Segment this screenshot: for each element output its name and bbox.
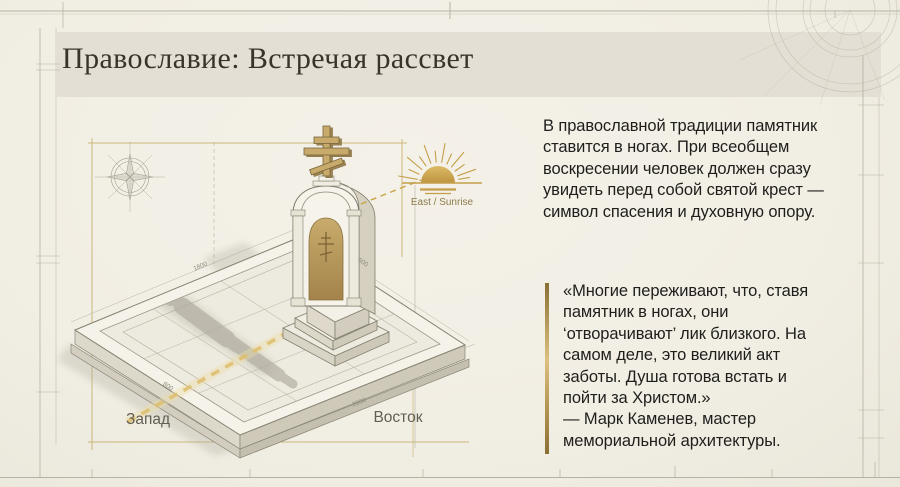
dim-left: 800: [161, 380, 175, 393]
grave-plot-illustration: [55, 92, 535, 484]
quote-attribution: — Марк Каменев, мастер: [563, 410, 756, 429]
sun-icon: [399, 144, 482, 208]
west-label: Запад: [125, 411, 171, 428]
quote-line: ‘отворачивают’ лик близкого. На: [563, 324, 806, 343]
page-title: Православие: Встречая рассвет: [62, 42, 474, 75]
orthodox-cross-icon: [304, 126, 352, 178]
text-line: ставится в ногах. При всеобщем: [543, 138, 790, 157]
quote-attribution: мемориальной архитектуры.: [563, 431, 781, 450]
sunrise-label: East / Sunrise: [410, 197, 474, 208]
quote-line: пойти за Христом.»: [563, 389, 711, 408]
east-label: Восток: [373, 409, 423, 426]
text-line: символ спасения и духовную опору.: [543, 202, 816, 221]
compass-rose-icon: [95, 142, 165, 212]
dim-bottom: 2000: [351, 396, 368, 409]
dim-right: 600: [356, 256, 370, 269]
quote-line: заботы. Душа готова встать и: [563, 367, 787, 386]
quote-line: «Многие переживают, что, ставя: [563, 282, 809, 300]
quote-line: памятник в ногах, они: [563, 303, 729, 322]
monument: [283, 176, 389, 366]
quote-line: самом деле, это великий акт: [563, 346, 781, 365]
intro-paragraph: [543, 116, 824, 223]
text-line: увидеть перед собой святой крест —: [543, 181, 824, 200]
dim-top: 1800: [192, 260, 209, 273]
quote-accent-bar: [545, 283, 549, 454]
text-line: В православной традиции памятник: [543, 117, 818, 135]
text-line: воскресении человек должен сразу: [543, 159, 811, 178]
protractor-ornament: [740, 0, 900, 105]
quote-block: [563, 281, 808, 452]
